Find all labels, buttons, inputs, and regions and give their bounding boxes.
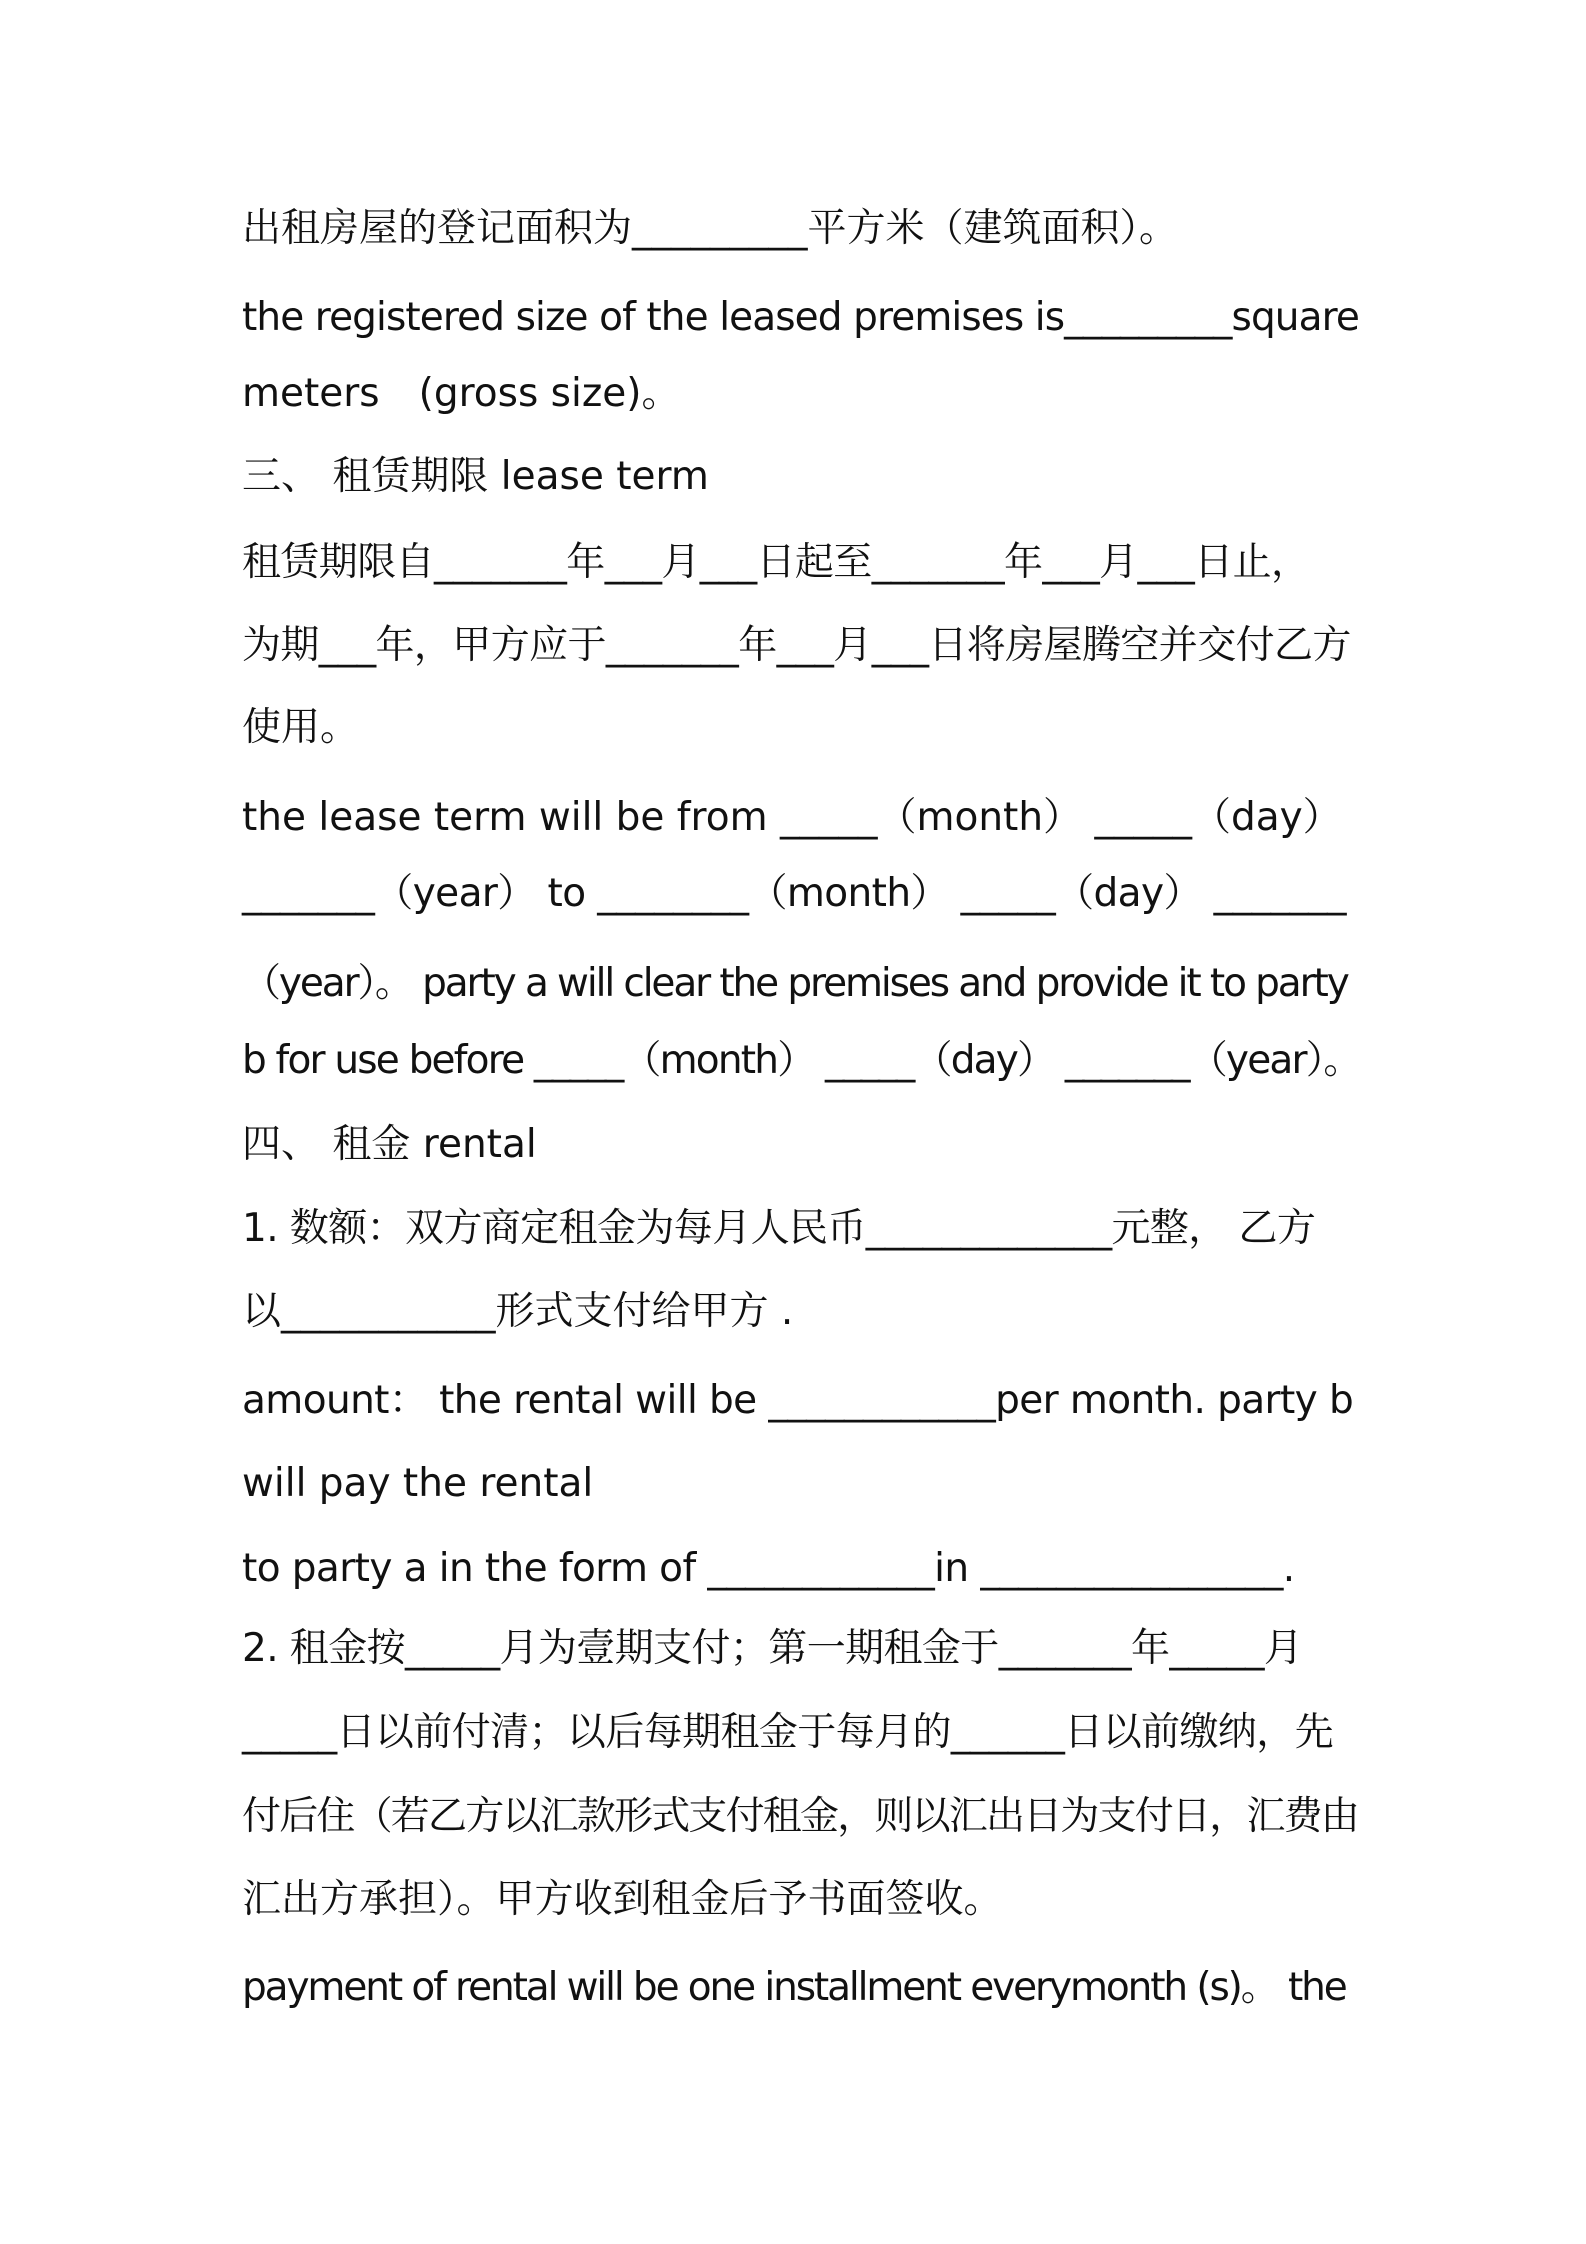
text-line: to party a in the form of ____________in ________________. <box>242 1546 1295 1591</box>
text-line: will pay the rental <box>242 1461 594 1506</box>
text-line: （year）。 party a will clear the premises and provide it to party <box>242 961 1348 1006</box>
text-line: b for use before _____（month） _____（day） _______（year）。 <box>242 1038 1361 1083</box>
text-line: 租赁期限自_______年___月___日起至_______年___月___日止， <box>242 540 1310 585</box>
text-line: 使用。 <box>242 705 360 750</box>
text-line: 以___________形式支付给甲方 . <box>242 1289 794 1334</box>
text-line: 为期___年，甲方应于_______年___月___日将房屋腾空并交付乙方 <box>242 623 1351 668</box>
text-line: payment of rental will be one installment everymonth (s)。 the <box>242 1965 1346 2010</box>
text-line: _____日以前付清；以后每期租金于每月的______日以前缴纳，先 <box>242 1710 1334 1755</box>
text-line: meters (gross size)。 <box>242 371 681 416</box>
text-line: _______（year） to ________（month） _____（day） _______ <box>242 871 1346 916</box>
text-line: the lease term will be from _____（month） _____（day） <box>242 795 1342 840</box>
section-heading: 三、 租赁期限 lease term <box>242 454 709 499</box>
text-line: 汇出方承担）。甲方收到租金后予书面签收。 <box>242 1877 1003 1922</box>
section-heading: 四、 租金 rental <box>242 1122 537 1167</box>
text-line: the registered size of the leased premises is_________square <box>242 295 1359 340</box>
text-line: 付后住（若乙方以汇款形式支付租金，则以汇出日为支付日，汇费由 <box>242 1794 1359 1839</box>
text-line: 2. 租金按_____月为壹期支付；第一期租金于_______年_____月 <box>242 1626 1303 1671</box>
text-line: amount： the rental will be ____________per month. party b <box>242 1378 1354 1423</box>
text-line: 1. 数额：双方商定租金为每月人民币_____________元整， 乙方 <box>242 1206 1316 1251</box>
text-line: 出租房屋的登记面积为_________平方米（建筑面积）。 <box>242 206 1179 251</box>
